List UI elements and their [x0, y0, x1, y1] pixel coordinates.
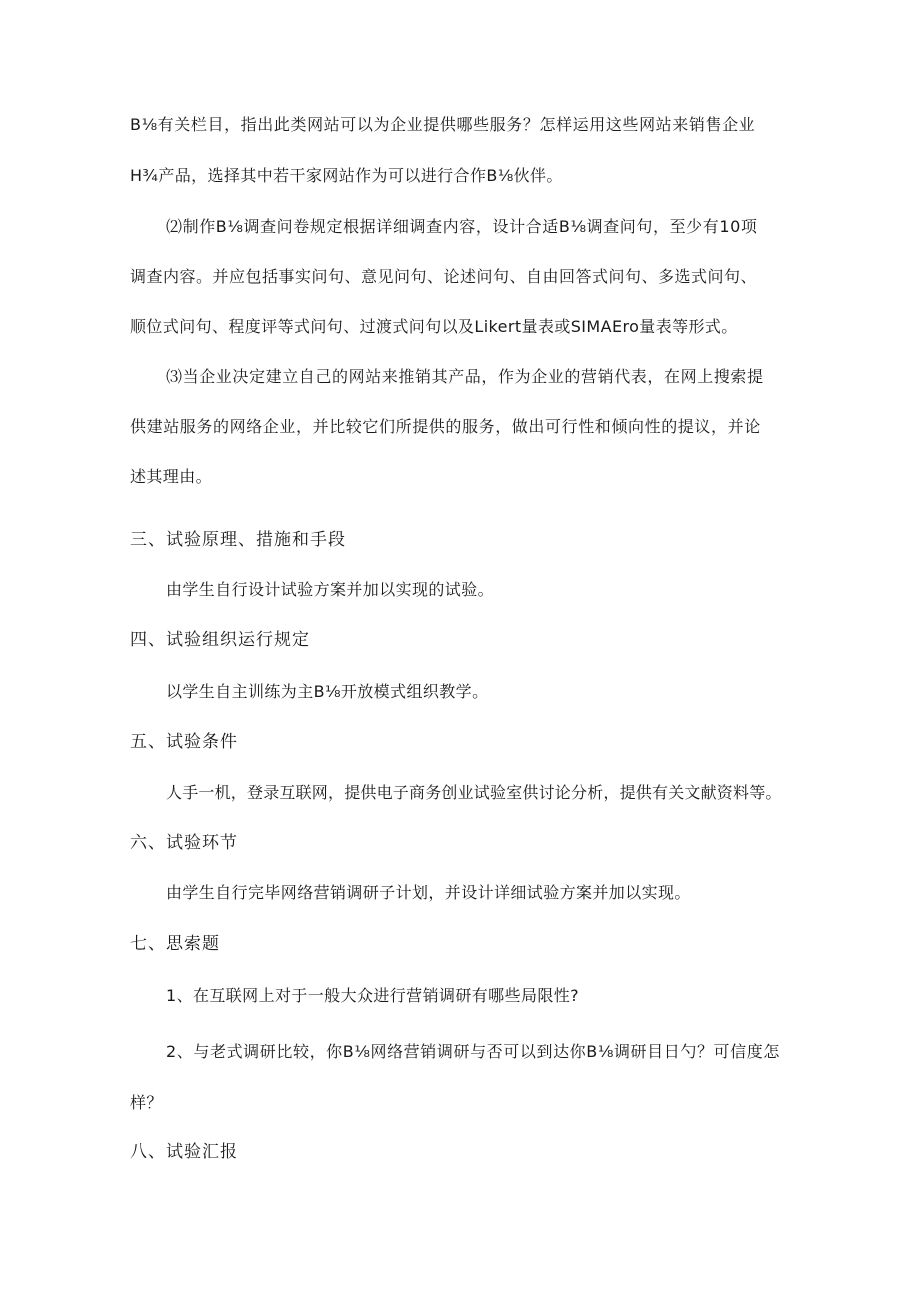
paragraph-line: H¾产品，选择其中若干家网站作为可以进行合作B⅛伙伴。: [130, 166, 563, 185]
section-heading: 七、思索题: [130, 934, 220, 954]
section-body: 由学生自行完毕网络营销调研子计划，并设计详细试验方案并加以实现。: [166, 883, 691, 902]
question-item: 1、在互联网上对于一般大众进行营销调研有哪些局限性?: [166, 986, 580, 1005]
section-heading: 五、试验条件: [130, 732, 238, 752]
paragraph-line: ⑵制作B⅛调查问卷规定根据详细调查内容，设计合适B⅛调查问句，至少有10项: [166, 217, 758, 236]
paragraph-line: 调查内容。并应包括事实问句、意见问句、论述问句、自由回答式问句、多选式问句、: [130, 267, 758, 286]
paragraph-line: B⅛有关栏目，指出此类网站可以为企业提供哪些服务？怎样运用这些网站来销售企业: [130, 115, 756, 134]
section-body: 人手一机，登录互联网，提供电子商务创业试验室供讨论分析，提供有关文献资料等。: [166, 783, 782, 802]
paragraph-line: ⑶当企业决定建立自己的网站来推销其产品，作为企业的营销代表，在网上搜索提: [166, 367, 764, 386]
paragraph-line: 供建站服务的网络企业，并比较它们所提供的服务，做出可行性和倾向性的提议，并论: [130, 417, 761, 436]
section-heading: 四、试验组织运行规定: [130, 630, 310, 650]
question-item: 2、与老式调研比较，你B⅛网络营销调研与否可以到达你B⅛调研目日勺？可信度怎: [166, 1042, 780, 1061]
section-body: 由学生自行设计试验方案并加以实现的试验。: [166, 580, 495, 599]
section-heading: 六、试验环节: [130, 833, 238, 853]
section-heading: 三、试验原理、措施和手段: [130, 530, 346, 550]
question-item: 样？: [130, 1093, 163, 1112]
paragraph-line: 述其理由。: [130, 467, 213, 486]
section-body: 以学生自主训练为主B⅛开放模式组织教学。: [166, 682, 489, 701]
section-heading: 八、试验汇报: [130, 1142, 238, 1162]
paragraph-line: 顺位式问句、程度评等式问句、过渡式问句以及Likert量表或SIMAEro量表等形式。: [130, 317, 738, 336]
